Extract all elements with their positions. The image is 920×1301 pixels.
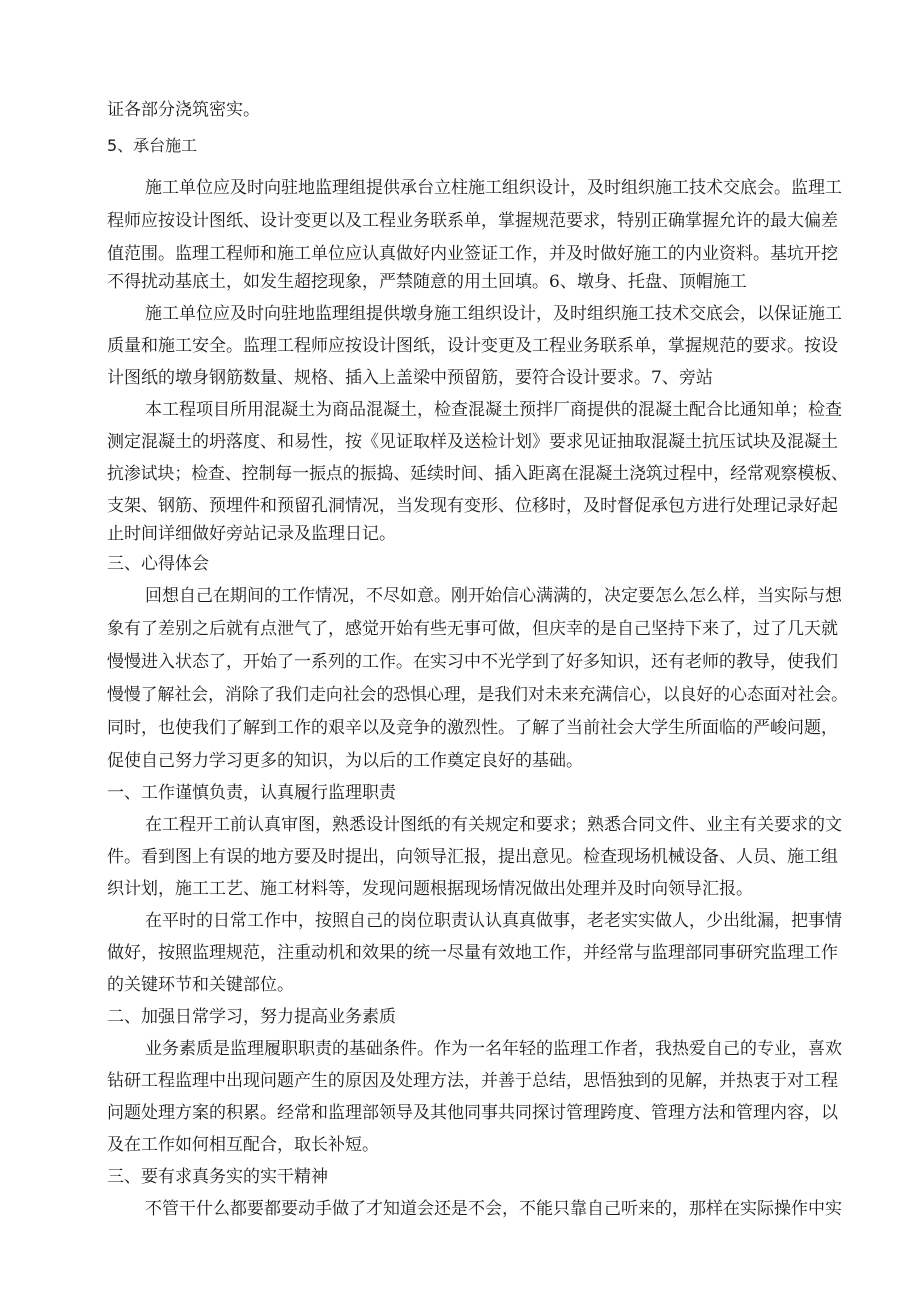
- text-line: 象有了差别之后就有点泄气了，感觉开始有些无事可做，但庆幸的是自己坚持下来了，过了几天就: [107, 619, 838, 639]
- text-line: 回想自己在期间的工作情况，不尽如意。刚开始信心满满的，决定要怎么怎么样，当实际与想: [145, 586, 842, 606]
- section-heading: 三、要有求真务实的实干精神: [107, 1167, 328, 1187]
- text-line: 的关键环节和关键部位。: [107, 975, 294, 995]
- section-heading: 三、心得体会: [107, 554, 209, 574]
- section-heading: 二、加强日常学习，努力提高业务素质: [107, 1007, 396, 1027]
- text-line: 做好，按照监理规范，注重动机和效果的统一尽量有效地工作，并经常与监理部同事研究监理工作: [107, 943, 838, 963]
- text-line: 计图纸的墩身钢筋数量、规格、插入上盖梁中预留筋，要符合设计要求。7、旁站: [107, 368, 713, 388]
- text-line: 支架、钢筋、预埋件和预留孔洞情况，当发现有变形、位移时，及时督促承包方进行处理记录好起: [107, 496, 838, 516]
- text-line: 钻研工程监理中出现问题产生的原因及处理方法，并善于总结，思悟独到的见解，并热衷于对工程: [107, 1071, 838, 1091]
- text-line: 证各部分浇筑密实。: [107, 100, 260, 120]
- text-line: 质量和施工安全。监理工程师应按设计图纸，设计变更及工程业务联系单，掌握规范的要求。按设: [107, 336, 838, 356]
- text-line: 施工单位应及时向驻地监理组提供墩身施工组织设计，及时组织施工技术交底会，以保证施工: [145, 304, 842, 324]
- text-line: 抗渗试块；检查、控制每一振点的振捣、延续时间、插入距离在混凝土浇筑过程中，经常观察模板、: [107, 464, 848, 484]
- section-heading: 5、承台施工: [107, 136, 198, 155]
- text-line: 施工单位应及时向驻地监理组提供承台立柱施工组织设计，及时组织施工技术交底会。监理工: [145, 178, 842, 198]
- text-line: 业务素质是监理履职职责的基础条件。作为一名年轻的监理工作者，我热爱自己的专业，喜欢: [145, 1039, 842, 1059]
- text-line: 慢慢进入状态了，开始了一系列的工作。在实习中不光学到了好多知识，还有老师的教导，使我们: [107, 652, 838, 672]
- text-line: 本工程项目所用混凝土为商品混凝土，检查混凝土预拌厂商提供的混凝土配合比通知单；检查: [145, 400, 842, 420]
- text-line: 不管干什么都要都要动手做了才知道会还是不会，不能只靠自己听来的，那样在实际操作中实: [145, 1199, 842, 1219]
- text-line: 促使自己努力学习更多的知识，为以后的工作奠定良好的基础。: [107, 751, 583, 771]
- text-line: 同时，也使我们了解到工作的艰辛以及竞争的激烈性。了解了当前社会大学生所面临的严峻问题，: [107, 718, 838, 738]
- text-line: 测定混凝土的坍落度、和易性，按《见证取样及送检计划》要求见证抽取混凝土抗压试块及混凝土: [107, 432, 838, 452]
- text-line: 织计划，施工工艺、施工材料等，发现问题根据现场情况做出处理并及时向领导汇报。: [107, 879, 753, 899]
- text-line: 在平时的日常工作中，按照自己的岗位职责认认真真做事，老老实实做人，少出纰漏，把事情: [145, 911, 842, 931]
- text-line: 不得扰动基底土，如发生超挖现象，严禁随意的用土回填。6、墩身、托盘、顶帽施工: [107, 272, 747, 292]
- text-line: 值范围。监理工程师和施工单位应认真做好内业签证工作，并及时做好施工的内业资料。基坑开挖: [107, 244, 838, 264]
- text-line: 在工程开工前认真审图，熟悉设计图纸的有关规定和要求；熟悉合同文件、业主有关要求的文: [145, 815, 842, 835]
- section-heading: 一、工作谨慎负责，认真履行监理职责: [107, 783, 396, 803]
- text-line: 件。看到图上有误的地方要及时提出，向领导汇报，提出意见。检查现场机械设备、人员、施工组: [107, 847, 838, 867]
- text-line: 慢慢了解社会，消除了我们走向社会的恐惧心理，是我们对未来充满信心，以良好的心态面对社会。: [107, 685, 848, 705]
- text-line: 及在工作如何相互配合，取长补短。: [107, 1135, 379, 1155]
- text-line: 程师应按设计图纸、设计变更以及工程业务联系单，掌握规范要求，特别正确掌握允许的最大偏差: [107, 211, 838, 231]
- text-line: 止时间详细做好旁站记录及监理日记。: [107, 524, 396, 544]
- text-line: 问题处理方案的积累。经常和监理部领导及其他同事共同探讨管理跨度、管理方法和管理内容，以: [107, 1103, 838, 1123]
